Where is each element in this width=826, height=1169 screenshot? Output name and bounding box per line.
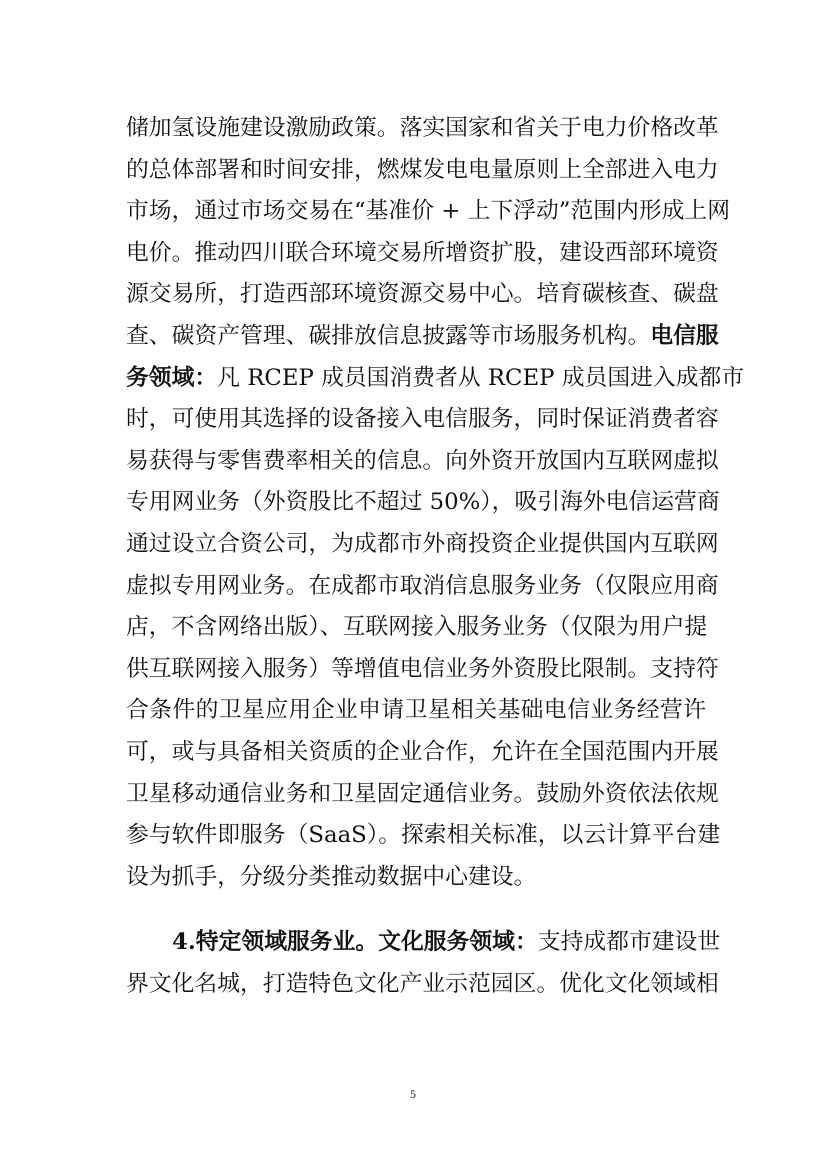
text-line — [126, 316, 719, 358]
text-line: 源交易所，打造西部环境资源交易中心。培育碳核查、碳盘 — [126, 281, 719, 308]
text-line: 设为抓手，分级分类推动数据中心建设。 — [126, 863, 537, 890]
text-line: 店，不含网络出版）、互联网接入服务业务（仅限为用户提 — [126, 614, 708, 641]
section-heading-telecom: 电信服 — [650, 322, 719, 349]
text-line: 时，可使用其选择的设备接入电信服务，同时保证消费者容 — [126, 406, 719, 433]
text-line: 储加氢设施建设激励政策。落实国家和省关于电力价格改革 — [126, 115, 719, 141]
text-line: 可，或与具备相关资质的企业合作，允许在全国范围内开展 — [126, 738, 719, 765]
text-line: 通过设立合资公司，为成都市外商投资企业提供国内互联网 — [126, 530, 719, 557]
text-line: 供互联网接入服务）等增值电信业务外资股比限制。支持符 — [126, 655, 719, 682]
text-run: 查、碳资产管理、碳排放信息披露等市场服务机构。 — [126, 322, 651, 349]
text-line: 合条件的卫星应用企业申请卫星相关基础电信业务经营许 — [126, 697, 706, 724]
text-line: 电价。推动四川联合环境交易所增资扩股，建设西部环境资 — [126, 239, 719, 266]
text-run: 凡 RCEP 成员国消费者从 RCEP 成员国进入成都市 — [217, 364, 745, 391]
page-number: 5 — [410, 1087, 416, 1101]
section-heading-culture: 4.特定领域服务业。文化服务领域： — [172, 929, 538, 956]
text-line: 易获得与零售费率相关的信息。向外资开放国内互联网虚拟 — [126, 447, 719, 474]
text-line: 专用网业务（外资股比不超过 50%），吸引海外电信运营商 — [126, 489, 720, 516]
text-line: 参与软件即服务（SaaS）。探索相关标准，以云计算平台建 — [126, 822, 721, 849]
body-text — [126, 108, 745, 1005]
text-run: 支持成都市建设世 — [537, 929, 721, 956]
text-line — [126, 358, 745, 400]
text-line — [126, 922, 721, 964]
text-line: 界文化名城，打造特色文化产业示范园区。优化文化领域相 — [126, 970, 719, 997]
section-heading-telecom-cont: 务领域： — [126, 364, 218, 391]
text-line: 卫星移动通信业务和卫星固定通信业务。鼓励外资依法依规 — [126, 780, 719, 807]
text-line: 虚拟专用网业务。在成都市取消信息服务业务（仅限应用商 — [126, 572, 719, 599]
text-line: 市场，通过市场交易在“基准价 + 上下浮动”范围内形成上网 — [126, 198, 731, 225]
text-line: 的总体部署和时间安排，燃煤发电电量原则上全部进入电力 — [126, 156, 719, 183]
